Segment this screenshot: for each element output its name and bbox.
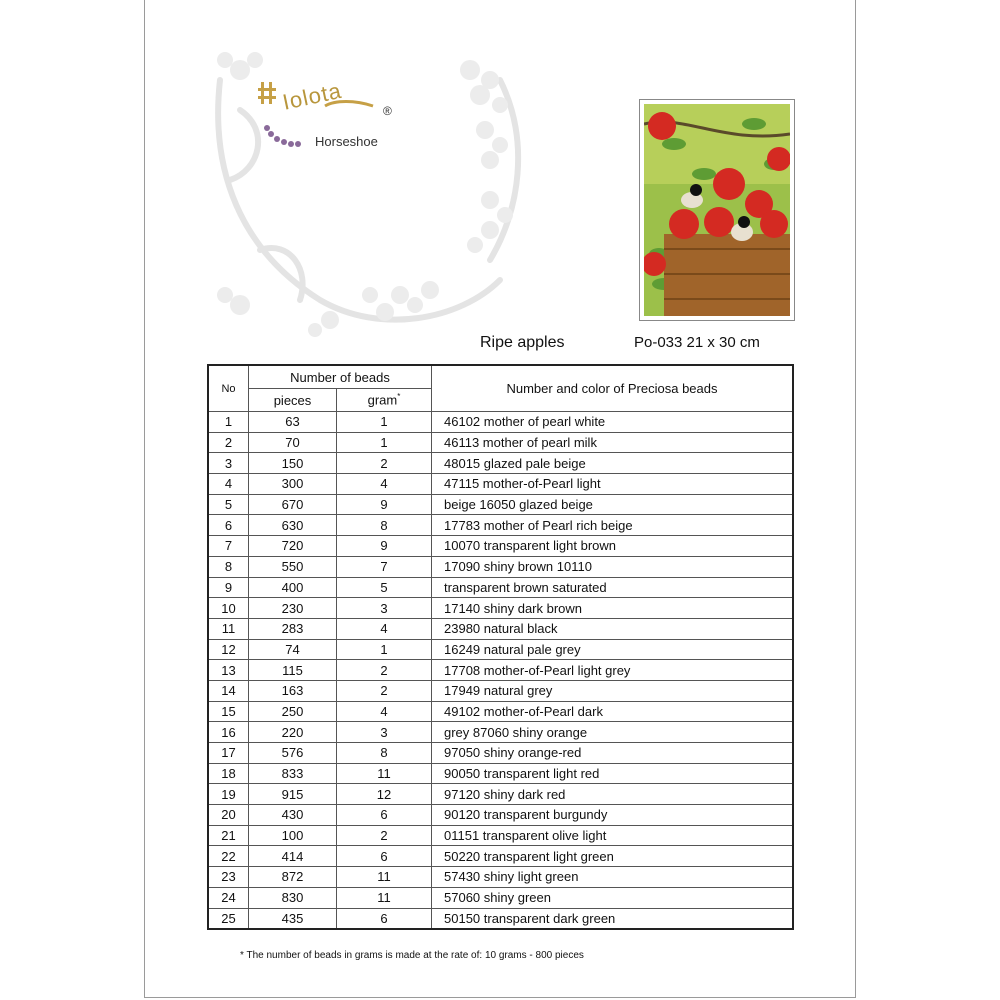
row-description: 17949 natural grey [432, 680, 794, 701]
beads-table-body [208, 412, 793, 930]
table-row [208, 412, 793, 433]
row-gram: 1 [337, 412, 432, 433]
row-gram: 11 [337, 887, 432, 908]
row-no: 1 [208, 412, 249, 433]
row-description: 50220 transparent light green [432, 846, 794, 867]
row-description: 17090 shiny brown 10110 [432, 556, 794, 577]
table-row [208, 825, 793, 846]
row-gram: 2 [337, 680, 432, 701]
row-pieces: 283 [249, 618, 337, 639]
row-gram: 1 [337, 432, 432, 453]
row-gram: 3 [337, 722, 432, 743]
row-gram: 6 [337, 805, 432, 826]
row-pieces: 70 [249, 432, 337, 453]
row-no: 13 [208, 660, 249, 681]
row-no: 17 [208, 743, 249, 764]
row-description: beige 16050 glazed beige [432, 494, 794, 515]
header-gram-mark: * [397, 392, 401, 402]
row-gram: 4 [337, 701, 432, 722]
row-pieces: 230 [249, 598, 337, 619]
row-description: 97050 shiny orange-red [432, 743, 794, 764]
row-pieces: 630 [249, 515, 337, 536]
row-description: 17708 mother-of-Pearl light grey [432, 660, 794, 681]
row-gram: 8 [337, 515, 432, 536]
table-row [208, 701, 793, 722]
row-description: 57060 shiny green [432, 887, 794, 908]
row-no: 2 [208, 432, 249, 453]
brand-logo [255, 76, 405, 156]
row-pieces: 74 [249, 639, 337, 660]
row-pieces: 435 [249, 908, 337, 929]
row-description: 17783 mother of Pearl rich beige [432, 515, 794, 536]
product-code: Po-033 21 x 30 cm [634, 334, 760, 351]
row-no: 10 [208, 598, 249, 619]
row-pieces: 550 [249, 556, 337, 577]
row-gram: 6 [337, 846, 432, 867]
row-description: 10070 transparent light brown [432, 536, 794, 557]
row-description: 47115 mother-of-Pearl light [432, 474, 794, 495]
row-pieces: 63 [249, 412, 337, 433]
product-title: Ripe apples [480, 334, 565, 351]
row-description: 90050 transparent light red [432, 763, 794, 784]
table-row [208, 680, 793, 701]
table-row [208, 494, 793, 515]
header-gram-label: gram [367, 392, 398, 408]
row-description: 50150 transparent dark green [432, 908, 794, 929]
row-pieces: 833 [249, 763, 337, 784]
table-row [208, 453, 793, 474]
header-gram [337, 389, 432, 412]
row-no: 14 [208, 680, 249, 701]
table-row [208, 639, 793, 660]
product-image [639, 99, 795, 321]
row-no: 20 [208, 805, 249, 826]
logo-subtitle: Horseshoe [315, 134, 378, 149]
row-description: grey 87060 shiny orange [432, 722, 794, 743]
row-pieces: 670 [249, 494, 337, 515]
row-gram: 1 [337, 639, 432, 660]
row-gram: 12 [337, 784, 432, 805]
row-gram: 7 [337, 556, 432, 577]
row-pieces: 400 [249, 577, 337, 598]
table-row [208, 846, 793, 867]
row-description: transparent brown saturated [432, 577, 794, 598]
row-description: 49102 mother-of-Pearl dark [432, 701, 794, 722]
table-row [208, 660, 793, 681]
row-gram: 9 [337, 494, 432, 515]
row-gram: 6 [337, 908, 432, 929]
table-row [208, 432, 793, 453]
table-row [208, 474, 793, 495]
row-description: 23980 natural black [432, 618, 794, 639]
row-gram: 2 [337, 453, 432, 474]
header-description: Number and color of Preciosa beads [432, 365, 794, 412]
row-gram: 5 [337, 577, 432, 598]
table-row [208, 618, 793, 639]
row-no: 15 [208, 701, 249, 722]
row-no: 12 [208, 639, 249, 660]
row-gram: 3 [337, 598, 432, 619]
row-pieces: 300 [249, 474, 337, 495]
beads-table [207, 364, 794, 930]
row-gram: 9 [337, 536, 432, 557]
row-no: 24 [208, 887, 249, 908]
row-no: 22 [208, 846, 249, 867]
row-description: 97120 shiny dark red [432, 784, 794, 805]
row-pieces: 414 [249, 846, 337, 867]
row-description: 46113 mother of pearl milk [432, 432, 794, 453]
row-pieces: 430 [249, 805, 337, 826]
row-no: 25 [208, 908, 249, 929]
table-row [208, 887, 793, 908]
row-pieces: 872 [249, 867, 337, 888]
table-row [208, 598, 793, 619]
row-no: 21 [208, 825, 249, 846]
table-row [208, 556, 793, 577]
row-no: 18 [208, 763, 249, 784]
row-no: 4 [208, 474, 249, 495]
row-pieces: 250 [249, 701, 337, 722]
table-row [208, 743, 793, 764]
table-row [208, 908, 793, 929]
row-no: 16 [208, 722, 249, 743]
table-row [208, 536, 793, 557]
row-description: 90120 transparent burgundy [432, 805, 794, 826]
row-description: 57430 shiny light green [432, 867, 794, 888]
table-row [208, 805, 793, 826]
row-no: 19 [208, 784, 249, 805]
registered-mark: ® [383, 104, 392, 118]
row-no: 6 [208, 515, 249, 536]
row-no: 5 [208, 494, 249, 515]
header-pieces: pieces [249, 389, 337, 412]
row-pieces: 915 [249, 784, 337, 805]
table-row [208, 784, 793, 805]
table-row [208, 763, 793, 784]
row-pieces: 115 [249, 660, 337, 681]
row-gram: 11 [337, 867, 432, 888]
apples-birds-illustration [644, 104, 790, 316]
row-pieces: 150 [249, 453, 337, 474]
row-gram: 2 [337, 660, 432, 681]
row-description: 48015 glazed pale beige [432, 453, 794, 474]
row-no: 23 [208, 867, 249, 888]
row-no: 8 [208, 556, 249, 577]
row-description: 01151 transparent olive light [432, 825, 794, 846]
footnote: * The number of beads in grams is made at the rate of: 10 grams - 800 pieces [240, 950, 584, 961]
row-gram: 2 [337, 825, 432, 846]
row-pieces: 576 [249, 743, 337, 764]
row-gram: 8 [337, 743, 432, 764]
row-pieces: 100 [249, 825, 337, 846]
logo-wordmark: Iolota [280, 77, 345, 115]
header-no: No [208, 365, 249, 412]
row-no: 9 [208, 577, 249, 598]
row-pieces: 830 [249, 887, 337, 908]
table-row [208, 577, 793, 598]
row-gram: 4 [337, 474, 432, 495]
row-pieces: 720 [249, 536, 337, 557]
row-description: 46102 mother of pearl white [432, 412, 794, 433]
table-row [208, 867, 793, 888]
row-gram: 11 [337, 763, 432, 784]
table-row [208, 722, 793, 743]
row-no: 11 [208, 618, 249, 639]
row-gram: 4 [337, 618, 432, 639]
header-number-of-beads: Number of beads [249, 365, 432, 389]
row-pieces: 163 [249, 680, 337, 701]
row-pieces: 220 [249, 722, 337, 743]
row-description: 17140 shiny dark brown [432, 598, 794, 619]
row-no: 3 [208, 453, 249, 474]
table-row [208, 515, 793, 536]
row-no: 7 [208, 536, 249, 557]
row-description: 16249 natural pale grey [432, 639, 794, 660]
